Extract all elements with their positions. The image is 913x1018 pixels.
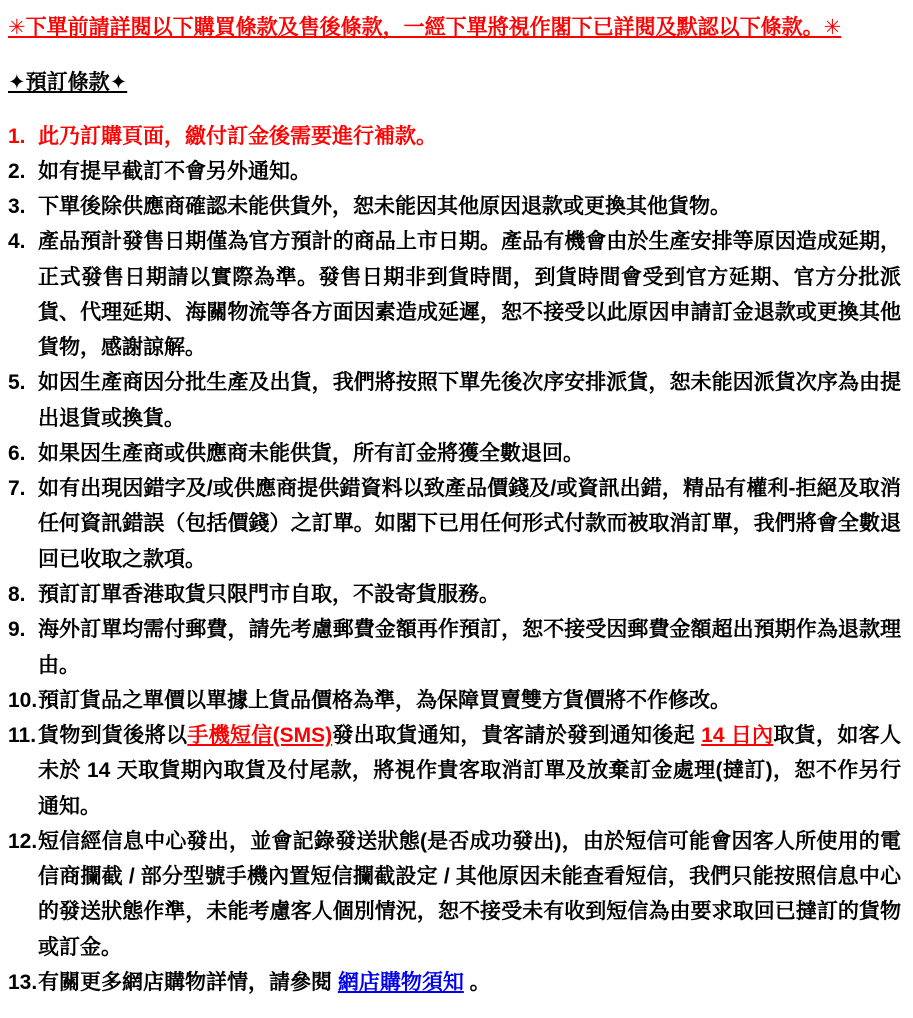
list-item <box>8 577 901 612</box>
list-item <box>8 471 901 577</box>
item-text <box>38 154 901 189</box>
term-2-text: 如有提早截訂不會另外通知。 <box>38 159 311 183</box>
item-number: 8. <box>8 582 26 606</box>
list-item <box>8 824 901 965</box>
item-number: 13. <box>8 970 38 994</box>
item-text <box>38 577 901 612</box>
term-5-text: 如因生產商因分批生產及出貨，我們將按照下單先後次序安排派貨，恕未能因派貨次序為由提出退貨或換貨。 <box>38 371 901 430</box>
term-1-text: 此乃訂購頁面，繳付訂金後需要進行補款。 <box>38 124 437 148</box>
item-number: 2. <box>8 159 26 183</box>
list-item <box>8 965 901 1000</box>
term-8-text: 預訂訂單香港取貨只限門市自取，不設寄貨服務。 <box>38 582 500 606</box>
sms-highlight: 手機短信(SMS) <box>187 724 333 748</box>
section-header: ✦預訂條款✦ <box>8 71 128 95</box>
shop-guide-link[interactable]: 網店購物須知 <box>337 970 464 994</box>
item-text <box>38 612 901 683</box>
page-title: ✳下單前請詳閱以下購買條款及售後條款，一經下單將視作閣下已詳閱及默認以下條款。✳ <box>8 16 842 39</box>
term-9-text: 海外訂單均需付郵費，請先考慮郵費金額再作預訂，恕不接受因郵費金額超出預期作為退款理由。 <box>38 618 901 677</box>
item-number: 7. <box>8 477 26 501</box>
term-4-text: 產品預計發售日期僅為官方預計的商品上市日期。產品有機會由於生產安排等原因造成延期，正式發售日期請以實際為準。發售日期非到貨時間，到貨時間會受到官方延期、官方分批派貨、代理延期、海關物流等各方面因素造成延遲，恕不接受以此原因申請訂金退款或更換其他貨物，感謝諒解。 <box>38 230 901 360</box>
term-11-text: 貨物到貨後將以 <box>38 724 188 748</box>
item-text <box>38 718 901 824</box>
terms-list <box>8 119 901 1001</box>
item-text <box>38 471 901 577</box>
item-number: 5. <box>8 371 26 395</box>
term-6-text: 如果因生產商或供應商未能供貨，所有訂金將獲全數退回。 <box>38 441 584 465</box>
list-item <box>8 436 901 471</box>
list-item <box>8 189 901 224</box>
term-3-text: 下單後除供應商確認未能供貨外，恕未能因其他原因退款或更換其他貨物。 <box>38 195 731 219</box>
term-11-text: 取貨，如客人未於 14 天取貨期內取貨及付尾款，將視作貴客取消訂單及放棄訂金處理(撻訂)，恕不作另行通知。 <box>38 724 901 818</box>
item-text <box>38 189 901 224</box>
list-item <box>8 119 901 154</box>
item-text <box>38 436 901 471</box>
item-number: 12. <box>8 829 38 853</box>
item-number: 11. <box>8 724 37 748</box>
term-13-text: 有關更多網店購物詳情，請參閱 <box>38 970 338 994</box>
item-text <box>38 683 901 718</box>
term-7-text: 如有出現因錯字及/或供應商提供錯資料以致產品價錢及/或資訊出錯，精品有權利-拒絕及取消任何資訊錯誤（包括價錢）之訂單。如閣下已用任何形式付款而被取消訂單，我們將會全數退回已收取之款項。 <box>38 477 901 571</box>
list-item <box>8 224 901 365</box>
item-number: 6. <box>8 441 26 465</box>
term-10-text: 預訂貨品之單價以單據上貨品價格為準，為保障買賣雙方貨價將不作修改。 <box>38 688 731 712</box>
term-11-text: 發出取貨通知，貴客請於發到通知後起 <box>332 724 702 748</box>
item-number: 3. <box>8 195 26 219</box>
list-item <box>8 718 901 824</box>
item-text <box>38 824 901 965</box>
term-13-text: 。 <box>463 970 491 994</box>
item-number: 1. <box>8 124 26 148</box>
item-text <box>38 365 901 436</box>
item-text <box>38 224 901 365</box>
item-text <box>38 965 901 1000</box>
item-number: 10. <box>8 688 38 712</box>
list-item <box>8 683 901 718</box>
item-text <box>38 119 901 154</box>
item-number: 4. <box>8 230 26 254</box>
item-number: 9. <box>8 618 26 642</box>
list-item <box>8 612 901 683</box>
list-item <box>8 154 901 189</box>
pickup-deadline-highlight: 14 日內 <box>701 724 774 748</box>
term-12-text: 短信經信息中心發出，並會記錄發送狀態(是否成功發出)，由於短信可能會因客人所使用的電信商攔截 / 部分型號手機內置短信攔截設定 / 其他原因未能查看短信，我們只能按照信息中心的發送狀態作準，未能考慮客人個別情況，恕不接受未有收到短信為由要求取回已撻訂的貨物或訂金。 <box>38 829 901 959</box>
list-item <box>8 365 901 436</box>
